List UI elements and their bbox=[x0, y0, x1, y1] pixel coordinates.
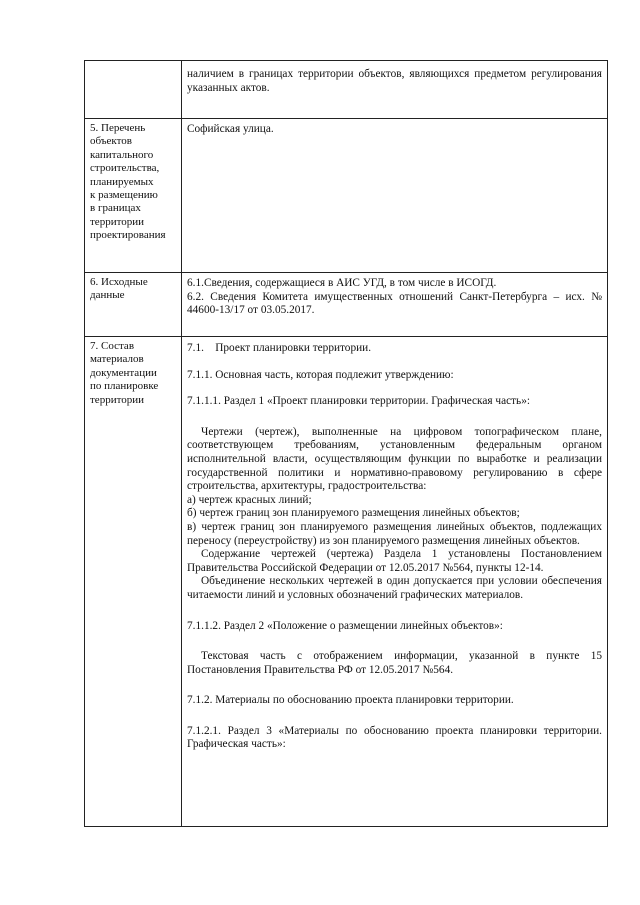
table-row bbox=[85, 273, 608, 337]
row-content-cell bbox=[182, 273, 608, 337]
row-label: 6. Исходные данные bbox=[90, 276, 148, 302]
section-heading: 7.1.1.1. Раздел 1 «Проект планировки территории. Графическая часть»: bbox=[187, 395, 530, 408]
row-label-cell bbox=[85, 337, 182, 827]
section-heading: 7.1.2.1. Раздел 3 «Материалы по обоснованию проекта планировки территории. Графическая часть»: bbox=[187, 724, 602, 751]
drawings-list bbox=[187, 494, 602, 548]
table-row bbox=[85, 119, 608, 273]
requirements-table bbox=[84, 60, 608, 827]
section-heading: 7.1.1. Основная часть, которая подлежит утверждению: bbox=[187, 368, 454, 381]
paragraph: 6.1.Сведения, содержащиеся в АИС УГД, в том числе в ИСОГД. bbox=[187, 277, 497, 289]
row-content-cell bbox=[182, 61, 608, 119]
section-heading: 7.1.1.2. Раздел 2 «Положение о размещении линейных объектов»: bbox=[187, 619, 503, 632]
paragraph: Софийская улица. bbox=[187, 123, 274, 135]
paragraph: наличием в границах территории объектов, являющихся предметом регулирования указанных актов. bbox=[187, 68, 602, 94]
section-heading: 7.1. Проект планировки территории. bbox=[187, 342, 372, 354]
row-label-cell bbox=[85, 61, 182, 119]
paragraph: Текстовая часть с отображением информации, указанной в пункте 15 Постановления Правительства РФ от 12.05.2017 №564. bbox=[187, 650, 602, 676]
row-content-cell bbox=[182, 337, 608, 827]
table-row bbox=[85, 337, 608, 827]
row-label bbox=[85, 61, 181, 64]
paragraph: Содержание чертежей (чертежа) Раздела 1 установлены Постановлением Правительства Российской Федерации от 12.05.2017 №564, пункты 12-14. bbox=[187, 548, 602, 574]
list-item: а) чертеж красных линий; bbox=[187, 493, 312, 506]
row-label-cell bbox=[85, 119, 182, 273]
row-content-cell bbox=[182, 119, 608, 273]
paragraph: Чертежи (чертеж), выполненные на цифровом топографическом плане, соответствующем требованиям, установленным федеральным органом исполнительной власти, осуществляющим функции по выработке и реализации государственной политики и нормативно-правовому регулированию в сфере строительства, архитектуры, градостроительства: bbox=[187, 425, 602, 493]
list-item: в) чертеж границ зон планируемого размещения линейных объектов, подлежащих переносу (переустройству) из зон планируемого размещения линейных объектов. bbox=[187, 520, 602, 547]
row-label: 5. Перечень объектов капитального строительства, планируемых к размещению в границах территории проектирования bbox=[90, 122, 166, 242]
list-item: б) чертеж границ зон планируемого размещения линейных объектов; bbox=[187, 507, 520, 520]
paragraph: Объединение нескольких чертежей в один допускается при условии обеспечения читаемости линий и условных обозначений графических материалов. bbox=[187, 575, 602, 601]
row-label: 7. Состав материалов документации по планировке территории bbox=[90, 340, 159, 406]
section-heading: 7.1.2. Материалы по обоснованию проекта планировки территории. bbox=[187, 694, 514, 707]
paragraph: 6.2. Сведения Комитета имущественных отношений Санкт-Петербурга – исх. № 44600-13/17 от 03.05.2017. bbox=[187, 290, 602, 317]
table-row bbox=[85, 61, 608, 119]
row-label-cell bbox=[85, 273, 182, 337]
